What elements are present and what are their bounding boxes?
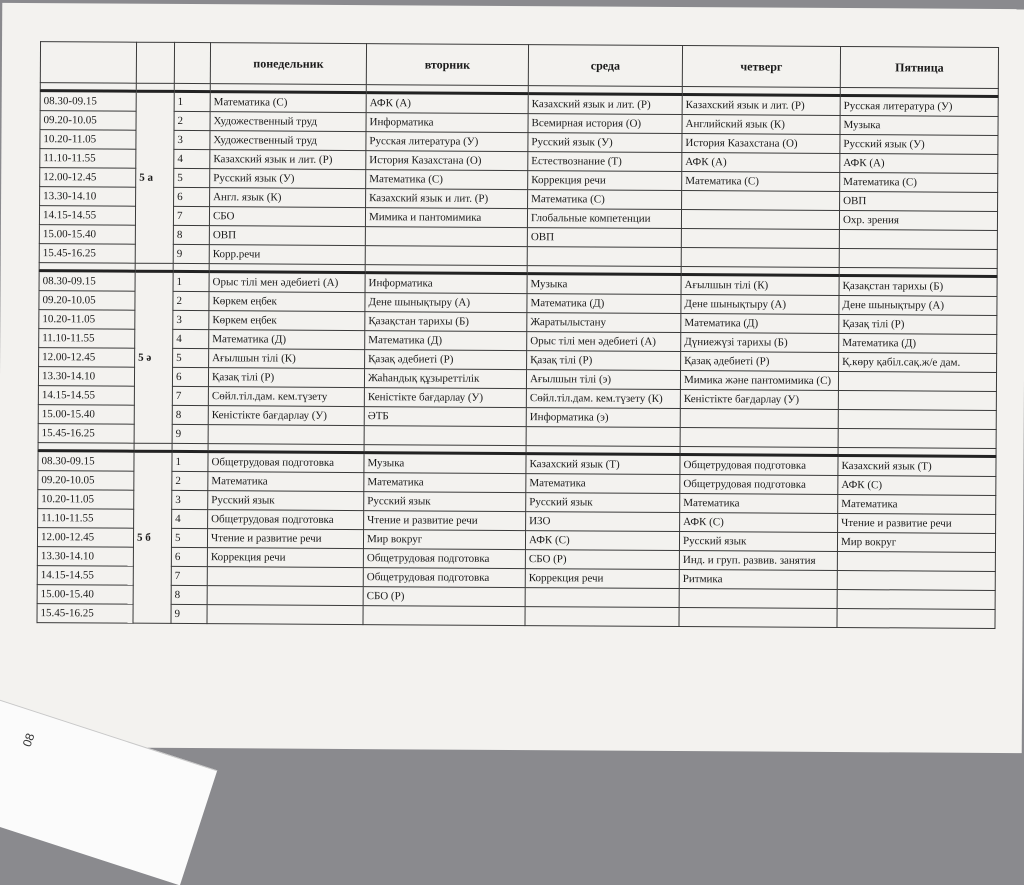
time-slot-cell: 13.30-14.10 bbox=[37, 547, 133, 567]
schedule-sheet bbox=[0, 3, 1024, 753]
time-slot-cell: 10.20-11.05 bbox=[40, 130, 136, 150]
lesson-cell-tuesday: Информатика bbox=[366, 113, 528, 133]
lesson-cell-thursday: Мимика және пантомимика (С) bbox=[680, 371, 838, 391]
time-slot-cell: 14.15-14.55 bbox=[39, 206, 135, 226]
lesson-cell-tuesday bbox=[364, 426, 526, 446]
lesson-cell-wednesday: ОВП bbox=[527, 228, 681, 248]
time-slot-cell: 14.15-14.55 bbox=[38, 386, 134, 406]
lesson-cell-thursday: Ағылшын тілі (К) bbox=[681, 275, 839, 296]
lesson-cell-thursday: Инд. и груп. развив. занятия bbox=[679, 551, 837, 571]
time-slot-cell: 09.20-10.05 bbox=[38, 471, 134, 491]
lesson-number-cell: 9 bbox=[172, 424, 208, 443]
lesson-cell-wednesday: Математика bbox=[526, 474, 680, 494]
lesson-number-cell: 6 bbox=[172, 367, 208, 386]
lesson-number-cell: 2 bbox=[173, 291, 209, 310]
lesson-cell-thursday bbox=[679, 608, 837, 628]
lesson-number-cell: 3 bbox=[172, 490, 208, 509]
lesson-cell-thursday: История Казахстана (О) bbox=[682, 134, 840, 154]
lesson-cell-friday: Мир вокруг bbox=[837, 532, 995, 552]
lesson-cell-tuesday: Жаһандық құзыреттілік bbox=[364, 369, 526, 389]
lesson-cell-thursday: Общетрудовая подготовка bbox=[680, 475, 838, 495]
separator-cell bbox=[174, 83, 210, 91]
lesson-cell-wednesday: ИЗО bbox=[526, 512, 680, 532]
lesson-cell-tuesday bbox=[363, 606, 525, 626]
time-slot-cell: 11.10-11.55 bbox=[38, 509, 134, 529]
lesson-cell-wednesday: Казахский язык (Т) bbox=[526, 454, 680, 475]
lesson-cell-monday bbox=[207, 605, 363, 625]
time-slot-cell: 15.00-15.40 bbox=[39, 225, 135, 245]
lesson-cell-thursday: Қазақ әдебиеті (Р) bbox=[681, 352, 839, 372]
lesson-cell-monday: Корр.речи bbox=[209, 245, 365, 265]
lesson-cell-wednesday bbox=[526, 427, 680, 447]
lesson-cell-monday: СБО bbox=[209, 207, 365, 227]
lesson-cell-monday: Казахский язык и лит. (Р) bbox=[210, 150, 366, 170]
lesson-cell-tuesday: Кеністікте бағдарлау (У) bbox=[364, 388, 526, 408]
lesson-cell-wednesday: Русский язык (У) bbox=[528, 133, 682, 153]
lesson-cell-monday: Художественный труд bbox=[210, 131, 366, 151]
page-corner-number: 08 bbox=[19, 731, 38, 749]
header-day-wednesday: среда bbox=[528, 45, 682, 87]
lesson-cell-thursday bbox=[681, 229, 839, 249]
lesson-number-cell: 1 bbox=[172, 451, 208, 471]
header-row bbox=[40, 42, 998, 89]
lesson-cell-wednesday: Коррекция речи bbox=[525, 569, 679, 589]
lesson-cell-tuesday: Мимика и пантомимика bbox=[365, 208, 527, 228]
lesson-cell-friday: Музыка bbox=[840, 115, 998, 135]
time-slot-cell: 13.30-14.10 bbox=[40, 187, 136, 207]
lesson-cell-monday: Математика bbox=[208, 472, 364, 492]
lesson-cell-wednesday: СБО (Р) bbox=[525, 550, 679, 570]
lesson-cell-thursday: Ритмика bbox=[679, 570, 837, 590]
lesson-number-cell: 7 bbox=[173, 206, 209, 225]
lesson-cell-monday: Общетрудовая подготовка bbox=[208, 452, 364, 473]
lesson-number-cell: 3 bbox=[174, 130, 210, 149]
time-slot-cell: 15.00-15.40 bbox=[38, 405, 134, 425]
time-slot-cell: 09.20-10.05 bbox=[39, 291, 135, 311]
lesson-cell-monday bbox=[207, 586, 363, 606]
lesson-cell-thursday: Казахский язык и лит. (Р) bbox=[682, 95, 840, 116]
lesson-cell-tuesday: История Казахстана (О) bbox=[366, 151, 528, 171]
lesson-cell-monday: Сөйл.тіл.дам. кем.түзету bbox=[208, 387, 364, 407]
header-day-tuesday: вторник bbox=[366, 44, 528, 86]
time-slot-cell: 08.30-09.15 bbox=[39, 271, 135, 292]
lesson-number-cell: 1 bbox=[174, 91, 210, 111]
separator-cell bbox=[134, 443, 172, 451]
lesson-cell-friday bbox=[838, 409, 996, 429]
lesson-cell-thursday: Дене шынықтыру (А) bbox=[681, 295, 839, 315]
lesson-number-cell: 2 bbox=[174, 111, 210, 130]
lesson-number-cell: 5 bbox=[174, 168, 210, 187]
lesson-cell-thursday: Математика (Д) bbox=[681, 314, 839, 334]
lesson-cell-wednesday: Казахский язык и лит. (Р) bbox=[528, 94, 682, 115]
lesson-number-cell: 9 bbox=[171, 604, 207, 623]
lesson-cell-monday: Математика (С) bbox=[210, 92, 366, 113]
lesson-cell-wednesday: Математика (С) bbox=[528, 190, 682, 210]
lesson-cell-friday: Дене шынықтыру (А) bbox=[839, 295, 997, 315]
lesson-cell-wednesday: Информатика (э) bbox=[526, 408, 680, 428]
lesson-cell-tuesday: Математика bbox=[364, 473, 526, 493]
lesson-number-cell: 8 bbox=[173, 225, 209, 244]
lesson-cell-tuesday bbox=[365, 246, 527, 266]
time-slot-cell: 08.30-09.15 bbox=[38, 451, 134, 472]
lesson-cell-friday: Математика (С) bbox=[840, 172, 998, 192]
header-day-friday: Пятница bbox=[840, 47, 998, 89]
time-slot-cell: 09.20-10.05 bbox=[40, 111, 136, 131]
lesson-cell-thursday: Русский язык bbox=[679, 532, 837, 552]
lesson-cell-wednesday: Сөйл.тіл.дам. кем.түзету (К) bbox=[526, 389, 680, 409]
lesson-cell-thursday: АФК (С) bbox=[680, 513, 838, 533]
lesson-cell-monday: ОВП bbox=[209, 226, 365, 246]
lesson-number-cell: 3 bbox=[173, 310, 209, 329]
lesson-cell-monday: Общетрудовая подготовка bbox=[208, 510, 364, 530]
lesson-number-cell: 8 bbox=[172, 405, 208, 424]
lesson-cell-monday: Кеністікте бағдарлау (У) bbox=[208, 406, 364, 426]
time-slot-cell: 12.00-12.45 bbox=[37, 528, 133, 548]
lesson-cell-tuesday: АФК (А) bbox=[366, 93, 528, 114]
lesson-cell-thursday: Дүниежүзі тарихы (Б) bbox=[681, 333, 839, 353]
lesson-number-cell: 7 bbox=[172, 386, 208, 405]
header-day-thursday: четверг bbox=[682, 46, 840, 88]
lesson-number-cell: 2 bbox=[172, 471, 208, 490]
separator-cell bbox=[136, 83, 174, 91]
lesson-cell-tuesday: Общетрудовая подготовка bbox=[363, 549, 525, 569]
time-slot-cell: 12.00-12.45 bbox=[40, 168, 136, 188]
lesson-cell-friday: Охр. зрения bbox=[839, 210, 997, 230]
lesson-cell-tuesday: Русский язык bbox=[364, 492, 526, 512]
lesson-cell-tuesday: Общетрудовая подготовка bbox=[363, 568, 525, 588]
lesson-cell-thursday: Английский язык (К) bbox=[682, 115, 840, 135]
lesson-cell-friday bbox=[839, 229, 997, 249]
lesson-cell-wednesday: Математика (Д) bbox=[527, 294, 681, 314]
lesson-number-cell: 1 bbox=[173, 271, 209, 291]
lesson-cell-friday: Казахский язык (Т) bbox=[838, 455, 996, 476]
lesson-cell-monday: Көркем еңбек bbox=[209, 311, 365, 331]
lesson-cell-thursday: Математика (С) bbox=[682, 172, 840, 192]
lesson-cell-wednesday: Жаратылыстану bbox=[527, 313, 681, 333]
lesson-cell-friday: АФК (С) bbox=[838, 475, 996, 495]
lesson-cell-wednesday: Всемирная история (О) bbox=[528, 114, 682, 134]
lesson-cell-tuesday: Информатика bbox=[365, 273, 527, 294]
lesson-cell-monday: Англ. язык (К) bbox=[210, 188, 366, 208]
lesson-cell-tuesday: Мир вокруг bbox=[363, 530, 525, 550]
lesson-cell-wednesday: Музыка bbox=[527, 274, 681, 295]
lesson-number-cell: 7 bbox=[171, 566, 207, 585]
lesson-number-cell: 9 bbox=[173, 244, 209, 263]
lesson-cell-wednesday: Глобальные компетенции bbox=[527, 209, 681, 229]
lesson-cell-friday: Математика (Д) bbox=[839, 333, 997, 353]
lesson-cell-monday: Русский язык bbox=[208, 491, 364, 511]
lesson-cell-friday bbox=[838, 371, 996, 391]
lesson-cell-thursday: Математика bbox=[680, 494, 838, 514]
lesson-cell-friday bbox=[838, 390, 996, 410]
lesson-cell-friday bbox=[837, 589, 995, 609]
time-slot-cell: 12.00-12.45 bbox=[39, 348, 135, 368]
lesson-cell-friday: АФК (А) bbox=[840, 153, 998, 173]
lesson-cell-friday: Математика bbox=[838, 494, 996, 514]
lesson-cell-wednesday bbox=[527, 247, 681, 267]
lesson-cell-wednesday bbox=[525, 588, 679, 608]
lesson-number-cell: 5 bbox=[173, 348, 209, 367]
lesson-cell-tuesday: Дене шынықтыру (А) bbox=[365, 293, 527, 313]
lesson-number-cell: 4 bbox=[174, 149, 210, 168]
lesson-cell-monday: Чтение и развитие речи bbox=[207, 529, 363, 549]
lesson-cell-friday bbox=[837, 551, 995, 571]
lesson-cell-monday bbox=[208, 425, 364, 445]
lesson-cell-monday: Художественный труд bbox=[210, 112, 366, 132]
lesson-cell-thursday bbox=[681, 210, 839, 230]
lesson-number-cell: 4 bbox=[173, 329, 209, 348]
time-slot-cell: 14.15-14.55 bbox=[37, 566, 133, 586]
header-num-cell bbox=[174, 42, 210, 83]
time-slot-cell: 15.45-16.25 bbox=[39, 244, 135, 264]
lesson-cell-thursday: Общетрудовая подготовка bbox=[680, 455, 838, 476]
lesson-cell-wednesday: Естествознание (Т) bbox=[528, 152, 682, 172]
time-slot-cell: 15.45-16.25 bbox=[38, 424, 134, 444]
lesson-cell-friday: Русская литература (У) bbox=[840, 95, 998, 116]
lesson-cell-tuesday: Математика (С) bbox=[366, 170, 528, 190]
lesson-cell-monday: Коррекция речи bbox=[207, 548, 363, 568]
lesson-cell-tuesday: Қазақ әдебиеті (Р) bbox=[365, 350, 527, 370]
schedule-body bbox=[37, 83, 998, 629]
lesson-cell-wednesday: Русский язык bbox=[526, 493, 680, 513]
lesson-cell-wednesday bbox=[525, 607, 679, 627]
time-slot-cell: 10.20-11.05 bbox=[39, 310, 135, 330]
lesson-cell-monday: Орыс тілі мен әдебиеті (А) bbox=[209, 272, 365, 293]
lesson-cell-thursday bbox=[679, 589, 837, 609]
separator-cell bbox=[135, 263, 173, 271]
lesson-cell-tuesday: Математика (Д) bbox=[365, 331, 527, 351]
separator-cell bbox=[173, 263, 209, 271]
time-slot-cell: 11.10-11.55 bbox=[39, 329, 135, 349]
separator-cell bbox=[172, 443, 208, 451]
lesson-cell-friday: ОВП bbox=[840, 191, 998, 211]
lesson-cell-tuesday: СБО (Р) bbox=[363, 587, 525, 607]
lesson-cell-friday bbox=[837, 570, 995, 590]
lesson-cell-tuesday: Қазақстан тарихы (Б) bbox=[365, 312, 527, 332]
lesson-cell-wednesday: АФК (С) bbox=[525, 531, 679, 551]
lesson-cell-thursday: Кеністікте бағдарлау (У) bbox=[680, 390, 838, 410]
time-slot-cell: 15.45-16.25 bbox=[37, 604, 133, 624]
lesson-cell-wednesday: Орыс тілі мен әдебиеті (А) bbox=[527, 332, 681, 352]
lesson-cell-monday: Көркем еңбек bbox=[209, 292, 365, 312]
lesson-cell-wednesday: Қазақ тілі (Р) bbox=[527, 351, 681, 371]
lesson-cell-tuesday bbox=[365, 227, 527, 247]
lesson-number-cell: 4 bbox=[172, 509, 208, 528]
lesson-number-cell: 6 bbox=[174, 187, 210, 206]
lesson-cell-thursday bbox=[681, 248, 839, 268]
class-name-cell: 5 б bbox=[133, 451, 172, 623]
lesson-cell-tuesday: Казахский язык и лит. (Р) bbox=[366, 189, 528, 209]
lesson-number-cell: 5 bbox=[171, 528, 207, 547]
lesson-cell-friday: Чтение и развитие речи bbox=[838, 513, 996, 533]
lesson-cell-tuesday: Русская литература (У) bbox=[366, 132, 528, 152]
header-day-monday: понедельник bbox=[210, 43, 366, 85]
lesson-cell-thursday bbox=[680, 428, 838, 448]
lesson-cell-thursday bbox=[680, 409, 838, 429]
lesson-cell-tuesday: Музыка bbox=[364, 453, 526, 474]
lesson-cell-monday: Математика (Д) bbox=[209, 330, 365, 350]
lesson-cell-monday: Қазақ тілі (Р) bbox=[208, 368, 364, 388]
time-slot-cell: 08.30-09.15 bbox=[40, 91, 136, 112]
class-name-cell: 5 а bbox=[135, 91, 174, 263]
lesson-cell-monday bbox=[207, 567, 363, 587]
lesson-cell-friday: Қ.көру қабіл.сақ.ж/е дам. bbox=[839, 352, 997, 372]
lesson-cell-monday: Ағылшын тілі (К) bbox=[209, 349, 365, 369]
lesson-cell-thursday bbox=[682, 191, 840, 211]
lesson-number-cell: 6 bbox=[171, 547, 207, 566]
lesson-number-cell: 8 bbox=[171, 585, 207, 604]
lesson-cell-wednesday: Коррекция речи bbox=[528, 171, 682, 191]
lesson-cell-thursday: АФК (А) bbox=[682, 153, 840, 173]
lesson-cell-friday: Қазақстан тарихы (Б) bbox=[839, 275, 997, 296]
lesson-cell-tuesday: Чтение и развитие речи bbox=[364, 511, 526, 531]
lesson-cell-friday bbox=[837, 608, 995, 628]
lesson-cell-friday: Қазақ тілі (Р) bbox=[839, 314, 997, 334]
lesson-cell-tuesday: ӘТБ bbox=[364, 407, 526, 427]
class-name-cell: 5 ә bbox=[134, 271, 173, 443]
time-slot-cell: 15.00-15.40 bbox=[37, 585, 133, 605]
lesson-cell-friday: Русский язык (У) bbox=[840, 134, 998, 154]
lesson-cell-monday: Русский язык (У) bbox=[210, 169, 366, 189]
header-class-cell bbox=[136, 42, 174, 83]
time-slot-cell: 10.20-11.05 bbox=[38, 490, 134, 510]
header-time-cell bbox=[40, 42, 136, 84]
schedule-table bbox=[36, 41, 999, 629]
lesson-cell-friday bbox=[838, 428, 996, 448]
time-slot-cell: 11.10-11.55 bbox=[40, 149, 136, 169]
time-slot-cell: 13.30-14.10 bbox=[38, 367, 134, 387]
lesson-cell-friday bbox=[839, 248, 997, 268]
lesson-cell-wednesday: Ағылшын тілі (э) bbox=[526, 370, 680, 390]
